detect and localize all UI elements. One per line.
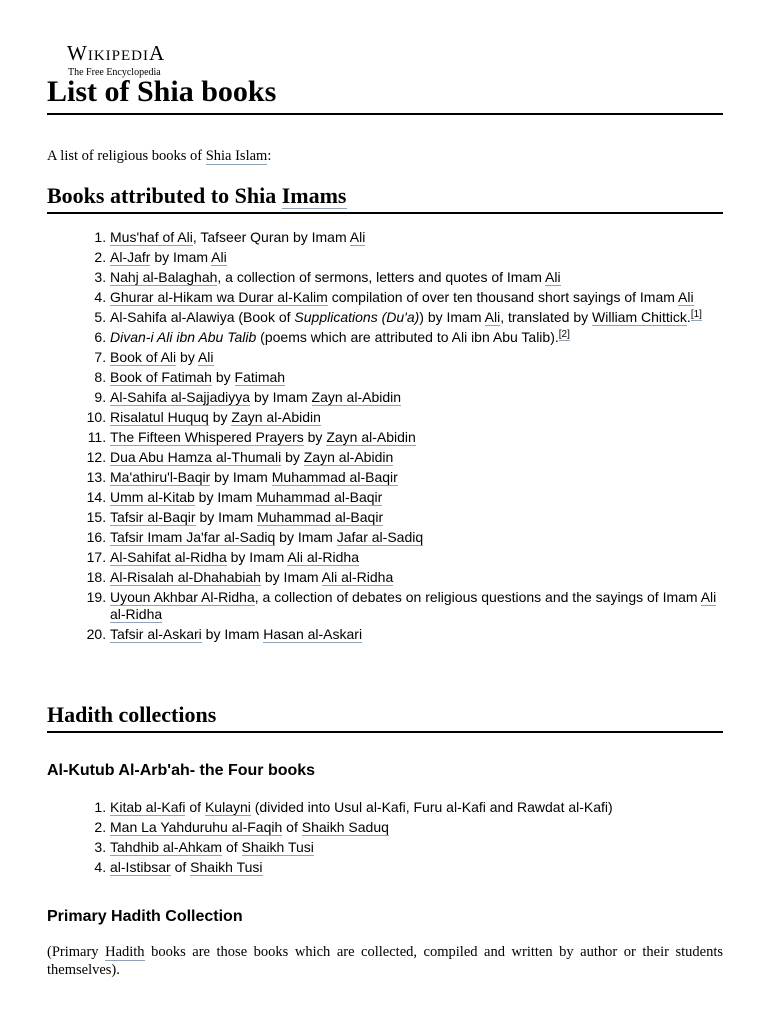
item-link[interactable]: Risalatul Huquq [110, 409, 209, 425]
item-text: (divided into Usul al-Kafi, Furu al-Kafi and Rawdat al-Kafi) [250, 799, 613, 815]
item-link[interactable]: Ali al-Ridha [321, 569, 394, 585]
item-link[interactable]: Jafar al-Sadiq [336, 529, 424, 545]
item-text: ) by Imam [419, 309, 485, 325]
item-text: by [303, 429, 327, 445]
item-link[interactable]: William Chittick [592, 309, 687, 325]
item-link[interactable]: Ali al-Ridha [110, 589, 717, 622]
item-text: by [281, 449, 304, 465]
item-link[interactable]: Zayn al-Abidin [311, 389, 402, 405]
item-link[interactable]: Muhammad al-Baqir [271, 469, 398, 485]
item-link[interactable]: Fatimah [234, 369, 286, 385]
item-link[interactable]: Al-Jafr [110, 249, 151, 265]
reference-link[interactable]: [1] [690, 309, 702, 320]
item-link[interactable]: Ali [211, 249, 227, 265]
item-link[interactable]: Tafsir al-Askari [110, 625, 202, 642]
page-title: List of Shia books [47, 72, 723, 115]
reference-sup [691, 309, 702, 321]
item-link[interactable]: Man La Yahduruhu al-Faqih [110, 819, 283, 835]
item-link[interactable]: Zayn al-Abidin [303, 449, 394, 465]
item-text: by Imam [275, 529, 337, 545]
item-text: by [208, 409, 232, 425]
item-text: by Imam [260, 569, 322, 585]
item-link[interactable]: The Fifteen Whispered Prayers [110, 429, 304, 445]
item-link[interactable]: Zayn al-Abidin [326, 429, 416, 445]
item-link[interactable]: Hasan al-Askari [263, 625, 363, 642]
item-text: by Imam [250, 389, 312, 405]
list-item [110, 309, 723, 326]
subsection-heading-primary-hadith: Primary Hadith Collection [47, 908, 243, 925]
item-text: . [686, 309, 691, 325]
item-link[interactable]: Mus'haf of Ali [110, 229, 193, 245]
item-link[interactable]: al-Istibsar [110, 859, 171, 875]
link-imams[interactable]: Imams [281, 183, 347, 208]
list-item [110, 349, 723, 366]
item-link[interactable]: Ghurar al-Hikam wa Durar al-Kalim [110, 289, 328, 305]
item-link[interactable]: Kulayni [204, 799, 251, 815]
list-item [110, 369, 723, 386]
item-text: by Imam [150, 249, 212, 265]
item-link[interactable]: Ali [484, 309, 501, 325]
italic-text: Supplications (Du'a) [294, 309, 420, 325]
list-item [110, 329, 723, 346]
list-item [110, 389, 723, 406]
item-link[interactable]: Al-Sahifat al-Ridha [110, 549, 227, 565]
list-item [110, 859, 723, 876]
logo-tagline: The Free Encyclopedia [68, 67, 161, 78]
link-shia-islam[interactable]: Shia Islam [205, 148, 268, 164]
item-text: , a collection of sermons, letters and quotes of Imam [217, 269, 546, 285]
list-item [110, 229, 723, 246]
link-hadith[interactable]: Hadith [105, 944, 145, 960]
list-item [110, 799, 723, 816]
item-text: , Tafseer Quran by Imam [192, 229, 350, 245]
item-text: Al-Sahifa al-Alawiya (Book of [110, 309, 295, 325]
item-link[interactable]: Ali [349, 229, 366, 245]
italic-text: Divan-i Ali ibn Abu Talib [110, 329, 257, 345]
item-text: (poems which are attributed to Ali ibn Abu Talib). [256, 329, 559, 345]
intro-paragraph: A list of religious books of Shia Islam: [47, 148, 272, 164]
item-link[interactable]: Muhammad al-Baqir [257, 509, 384, 525]
list-item [110, 569, 723, 586]
item-text: compilation of over ten thousand short sayings of Imam [327, 289, 679, 305]
item-link[interactable]: Nahj al-Balaghah [110, 269, 218, 285]
list-item [110, 249, 723, 266]
list-item [110, 549, 723, 566]
list-item [110, 449, 723, 466]
item-link[interactable]: Umm al-Kitab [110, 489, 195, 505]
item-link[interactable]: Zayn al-Abidin [231, 409, 321, 425]
item-link[interactable]: Shaikh Tusi [190, 859, 263, 875]
item-link[interactable]: Ali [197, 349, 214, 365]
list-item [110, 509, 723, 526]
item-link[interactable]: Al-Risalah al-Dhahabiah [110, 569, 261, 585]
list-item [110, 489, 723, 506]
list-item [110, 429, 723, 446]
item-link[interactable]: Tafsir al-Baqir [110, 509, 196, 525]
item-link[interactable]: Al-Sahifa al-Sajjadiyya [110, 389, 251, 405]
reference-link[interactable]: [2] [558, 329, 570, 340]
item-link[interactable]: Kitab al-Kafi [110, 799, 186, 815]
item-link[interactable]: Tafsir Imam Ja'far al-Sadiq [110, 529, 276, 545]
item-text: by [211, 369, 235, 385]
list-item [110, 269, 723, 286]
subsection-heading-four-books: Al-Kutub Al-Arb'ah- the Four books [47, 762, 316, 779]
logo-wordmark: WIKIPEDIA [67, 41, 166, 65]
list-item [110, 469, 723, 486]
item-text: by Imam [201, 625, 264, 642]
item-text: , translated by [500, 309, 593, 325]
item-text: of [282, 819, 302, 835]
four-books-list [47, 799, 723, 879]
item-text: of [222, 839, 242, 855]
item-text: , a collection of debates on religious questions and the sayings of Imam [254, 589, 701, 605]
list-item [110, 529, 723, 546]
item-link[interactable]: Dua Abu Hamza al-Thumali [110, 449, 282, 465]
item-text: of [185, 799, 205, 815]
list-item [110, 409, 723, 426]
list-item [110, 626, 723, 643]
list-item [110, 589, 723, 622]
item-link[interactable]: Ma'athiru'l-Baqir [110, 469, 211, 485]
primary-hadith-paragraph: (Primary Hadith books are those books which are collected, compiled and written by author or their students themselves). [47, 944, 724, 978]
item-link[interactable]: Ali [678, 289, 694, 305]
item-text: of [170, 859, 191, 875]
reference-sup [559, 329, 570, 341]
item-text: by [176, 349, 198, 365]
item-link[interactable]: Shaikh Tusi [241, 839, 314, 855]
item-text: by Imam [226, 549, 288, 565]
item-link[interactable]: Muhammad al-Baqir [256, 489, 383, 505]
item-link[interactable]: Ali [545, 269, 561, 285]
item-link[interactable]: Shaikh Saduq [301, 819, 389, 835]
item-link[interactable]: Book of Ali [110, 349, 177, 365]
section-heading-imams: Books attributed to Shia Imams [47, 181, 723, 214]
item-text: by Imam [210, 469, 272, 485]
item-link[interactable]: Ali al-Ridha [287, 549, 360, 565]
item-link[interactable]: Book of Fatimah [110, 369, 212, 385]
imams-books-list [47, 229, 723, 646]
item-text: by Imam [194, 489, 257, 505]
list-item [110, 839, 723, 856]
item-link[interactable]: Tahdhib al-Ahkam [110, 839, 223, 855]
list-item [110, 289, 723, 306]
section-heading-hadith: Hadith collections [47, 700, 723, 733]
item-link[interactable]: Uyoun Akhbar Al-Ridha [110, 589, 255, 605]
item-text: by Imam [195, 509, 258, 525]
list-item [110, 819, 723, 836]
